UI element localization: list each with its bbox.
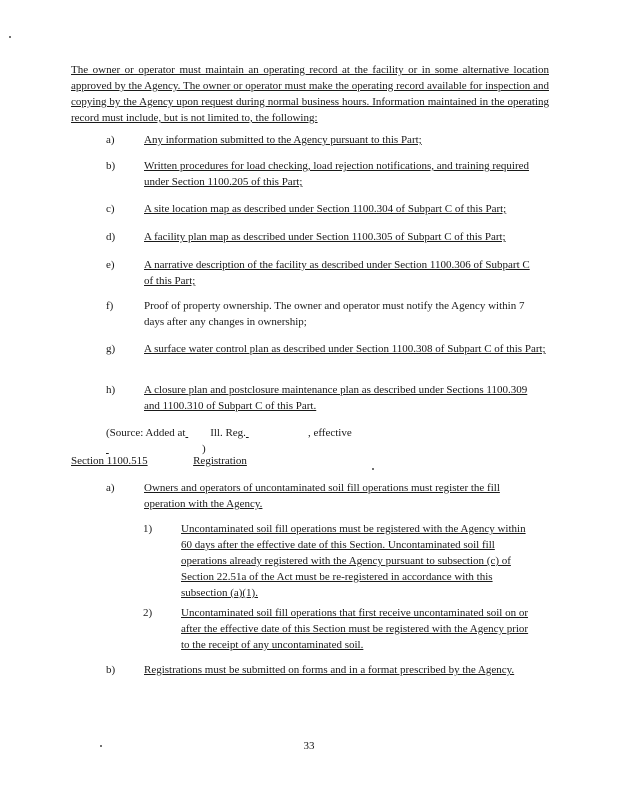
section-title: Registration — [193, 455, 247, 467]
item-label: b) — [106, 160, 116, 172]
item-label: g) — [106, 343, 116, 355]
item-text: Owners and operators of uncontaminated soil fill operations must register the fill operation with the Agency. — [144, 482, 500, 510]
item-label: a) — [106, 482, 115, 494]
scan-speck — [100, 745, 102, 747]
item-text: Proof of property ownership. The owner and operator must notify the Agency within 7 days after any changes in ownership; — [144, 300, 525, 328]
item-text: A closure plan and postclosure maintenance plan as described under Sections 1100.309 and 1100.310 of Subpart C of this Part. — [144, 384, 528, 412]
item-text: Uncontaminated soil fill operations that first receive uncontaminated soil on or after the effective date of this Section must be registered with the Agency prior to the receipt of any uncontaminated soil. — [181, 607, 529, 651]
item-label: c) — [106, 203, 115, 215]
page-number: 33 — [303, 740, 315, 752]
section-heading — [71, 453, 371, 469]
operating-record-paragraph: The owner or operator must maintain an operating record at the facility or in some alternative location approved by the Agency. The owner or operator must make the operating record available for inspection and copying by the Agency upon request during normal business hours. Information maintained in the operating record must include, but is not limited to, the following: — [71, 64, 549, 124]
item-label: f) — [106, 300, 114, 312]
item-text: Registrations must be submitted on forms and in a format prescribed by the Agency. — [144, 664, 515, 676]
item-text: Written procedures for load checking, load rejection notifications, and training required under Section 1100.205 of this Part; — [144, 160, 530, 188]
scan-speck — [372, 468, 374, 470]
source-reg: Ill. Reg. — [210, 427, 246, 439]
source-end: ) — [202, 443, 206, 455]
item-text: A narrative description of the facility as described under Section 1100.306 of Subpart C of this Part; — [144, 259, 530, 287]
item-label: h) — [106, 384, 116, 396]
source-prefix: (Source: Added at — [106, 427, 186, 439]
item-label: a) — [106, 134, 115, 146]
item-label: 1) — [143, 523, 153, 535]
section-number: Section 1100.515 — [71, 455, 148, 467]
item-text: A facility plan map as described under Section 1100.305 of Subpart C of this Part; — [144, 231, 506, 243]
item-text: A surface water control plan as described under Section 1100.308 of Subpart C of this Part; — [144, 343, 546, 355]
item-text: A site location map as described under Section 1100.304 of Subpart C of this Part; — [144, 203, 507, 215]
item-label: e) — [106, 259, 115, 271]
item-label: 2) — [143, 607, 153, 619]
scan-speck — [9, 36, 11, 38]
item-text: Uncontaminated soil fill operations must be registered with the Agency within 60 days after the effective date of this Section. Uncontaminated soil fill operations already registered with the Agency pursuant to subsection (c) of Section 22.51a of the Act must be re-registered in accordance with this subsection (a)(1). — [181, 523, 526, 599]
item-label: d) — [106, 231, 116, 243]
source-effective: , effective — [307, 427, 352, 439]
item-text: Any information submitted to the Agency pursuant to this Part; — [144, 134, 422, 146]
item-label: b) — [106, 664, 116, 676]
